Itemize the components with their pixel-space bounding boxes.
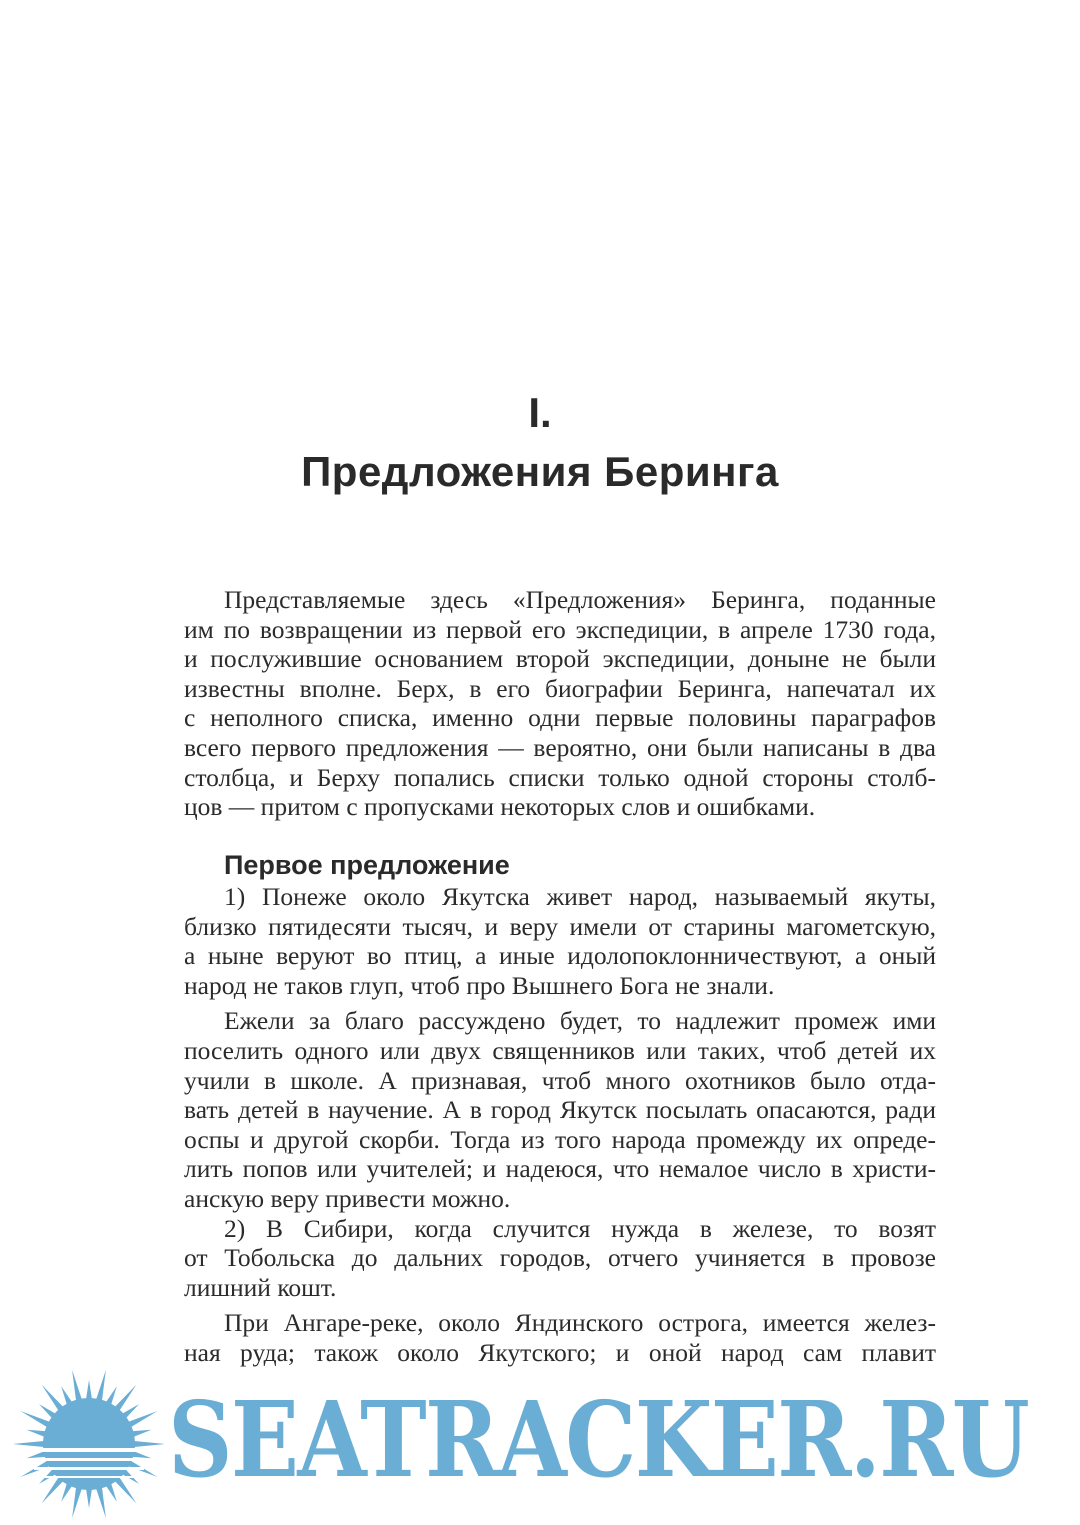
intro-line: с неполного списка, именно одни первые половины параграфов	[184, 703, 936, 733]
text-line: 2) В Сибири, когда случится нужда в железе, то возят	[224, 1213, 936, 1243]
intro-line: им по возвращении из первой его экспедиции, в апреле 1730 года,	[184, 614, 936, 644]
text-line: а ныне веруют во птиц, а иные идолопоклонничествуют, а оный	[184, 941, 936, 971]
text-line: анскую веру привести можно.	[184, 1183, 511, 1213]
text-line: лишний кошт.	[184, 1272, 337, 1302]
paragraph-4	[184, 1308, 936, 1367]
section-first-proposal	[184, 848, 936, 1368]
text-line: народ не таков глуп, чтоб про Вышнего Бога не знали.	[184, 970, 775, 1000]
text-line: от Тобольска до дальних городов, отчего учиняется в провозе	[184, 1243, 936, 1273]
sun-ray	[72, 1370, 82, 1402]
text-line: близко пятидесяти тысяч, и веру имели от старины магометскую,	[184, 911, 936, 941]
sun-ray	[133, 1441, 164, 1447]
sun-ray	[96, 1370, 106, 1402]
intro-line: цов — притом с пропусками некоторых слов и ошибками.	[184, 792, 816, 822]
intro-line: известны вполне. Берх, в его биографии Беринга, напечатал их	[184, 673, 936, 703]
chapter-number: I.	[528, 389, 552, 436]
sun-ray	[21, 1411, 51, 1428]
intro-line: и послужившие основанием второй экспедиции, доныне не были	[184, 644, 936, 674]
text-line: лить попов или учителей; и надеюся, что немалое число в христи-	[184, 1154, 936, 1184]
sun-ray	[14, 1441, 45, 1447]
section-heading: Первое предложение	[224, 850, 510, 880]
intro-line: Представляемые здесь «Предложения» Беринга, поданные	[224, 585, 936, 614]
sun-ray	[86, 1488, 92, 1508]
intro-line: столбца, и Берху попались списки только одной стороны столб-	[184, 762, 936, 792]
paragraph-1	[184, 882, 936, 1000]
watermark-text: SEATRACKER.RU	[168, 1378, 1029, 1501]
watermark	[0, 1362, 1080, 1525]
paragraph-2	[184, 1006, 936, 1213]
sun-over-sea-logo-icon	[14, 1362, 164, 1525]
chapter-title: Предложения Беринга	[301, 448, 779, 495]
intro-line: всего первого предложения — вероятно, они были написаны в два	[184, 732, 936, 762]
sun-ray	[86, 1380, 92, 1400]
text-line: ная руда; також около Якутского; и оной народ сам плавит	[184, 1337, 936, 1367]
text-line: вать детей в научение. А в город Якутск посылать опасаются, ради	[184, 1095, 936, 1125]
sun-ray	[127, 1411, 157, 1428]
sun-ray	[72, 1486, 82, 1518]
sun-ray	[96, 1486, 106, 1518]
intro-paragraph	[184, 585, 936, 822]
text-line: оспы и другой скорби. Тогда из того народа промежду их опреде-	[184, 1124, 936, 1154]
text-line: поселить одного или двух священников или таких, чтоб детей их	[184, 1035, 936, 1065]
text-line: учили в школе. А признавая, чтоб много охотников было отда-	[184, 1065, 936, 1095]
paragraph-3	[184, 1214, 936, 1303]
text-line: Ежели за благо рассуждено будет, то надлежит промеж ими	[224, 1006, 936, 1036]
text-line: 1) Понеже около Якутска живет народ, называемый якуты,	[224, 882, 936, 911]
text-line: При Ангаре-реке, около Яндинского острога, имеется желез-	[224, 1308, 936, 1338]
